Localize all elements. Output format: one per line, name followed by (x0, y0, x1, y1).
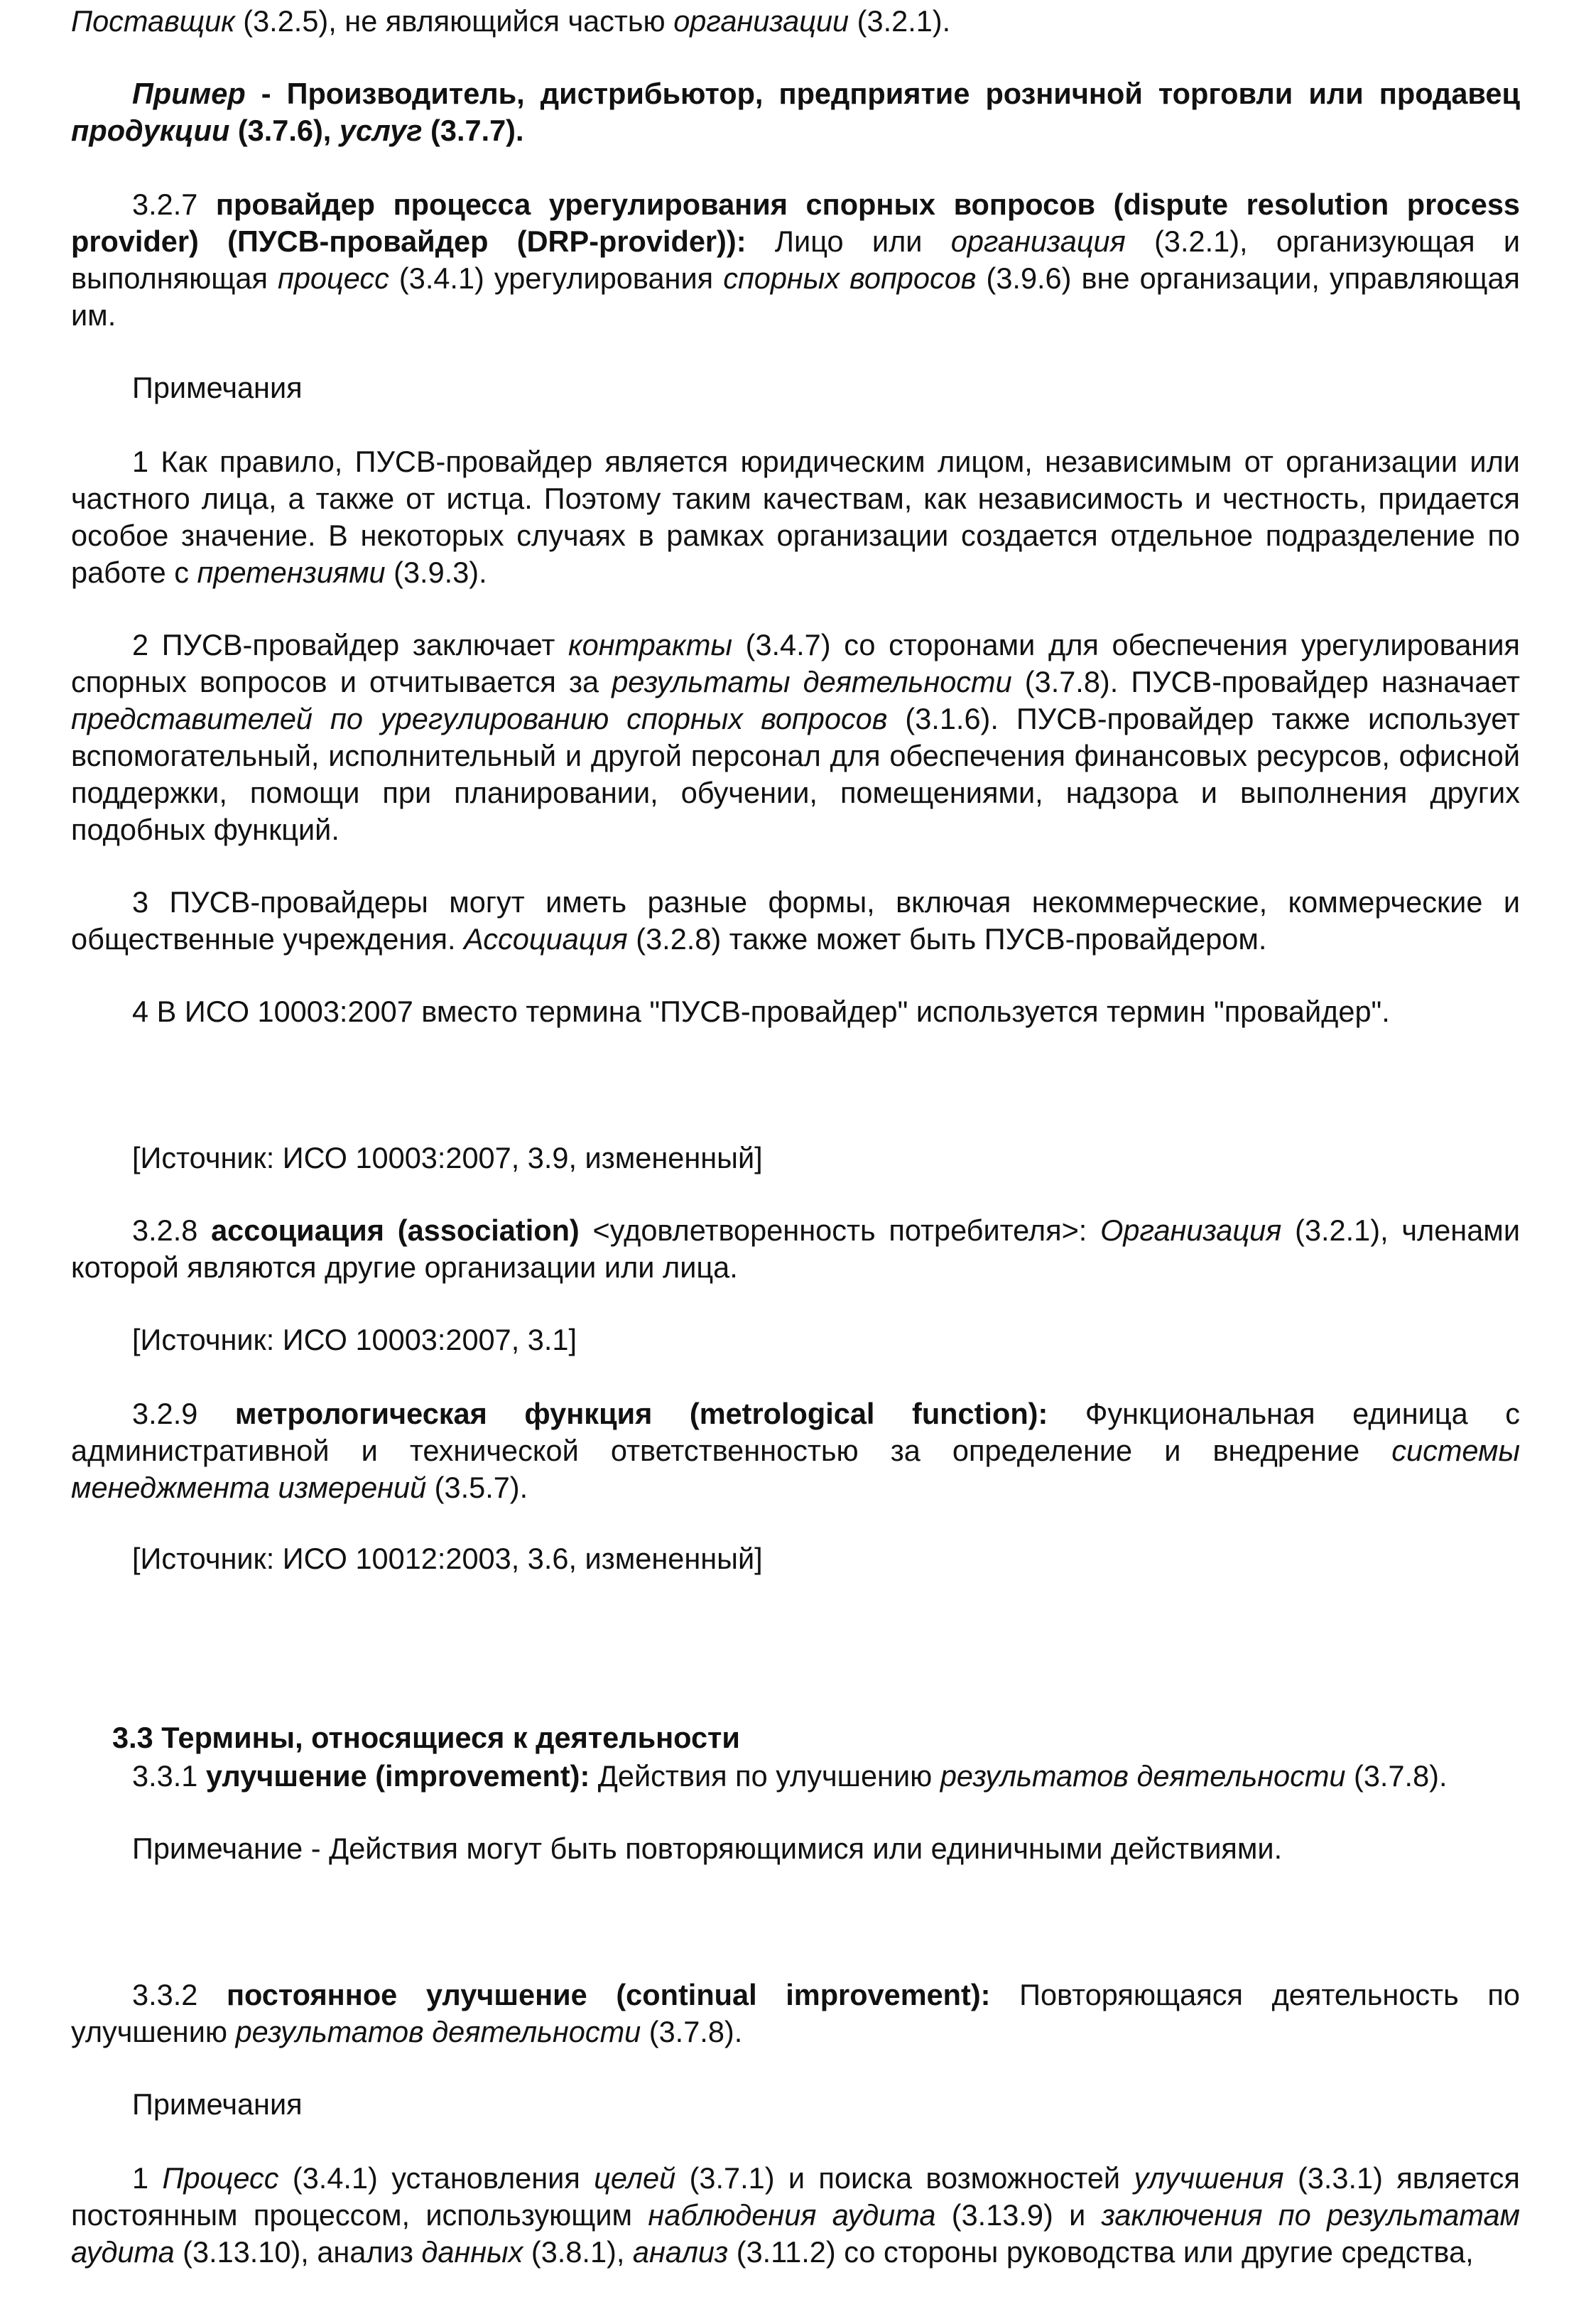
source-3-2-9: [Источник: ИСО 10012:2003, 3.6, измененный] (132, 1542, 763, 1575)
note-3-3-1: Примечание - Действия могут быть повторяющимися или единичными действиями. (132, 1832, 1283, 1865)
term-3-2-9: 3.2.9 метрологическая функция (metrological function): Функциональная единица с административной и технической ответственностью за определение и внедрение системы менеджмента измерений (3.5.7). (71, 1397, 1520, 1504)
note-3: 3 ПУСВ-провайдеры могут иметь разные формы, включая некоммерческие, коммерческие и общественные учреждения. Ассоциация (3.2.8) также может быть ПУСВ-провайдером. (71, 885, 1520, 956)
note-2: 2 ПУСВ-провайдер заключает контракты (3.4.7) со сторонами для обеспечения урегулирования спорных вопросов и отчитывается за результаты деятельности (3.7.8). ПУСВ-провайдер назначает представителей по урегулированию спорных вопросов (3.1.6). ПУСВ-провайдер также использует вспомогательный, исполнительный и другой персонал для обеспечения финансовых ресурсов, офисной поддержки, помощи при планировании, обучении, помещениями, надзора и выполнения других подобных функций. (71, 628, 1521, 846)
term-3-2-7: 3.2.7 провайдер процесса урегулирования спорных вопросов (dispute resolution process provider) (ПУСВ-провайдер (DRP-provider)): Лицо или организация (3.2.1), организующая и выполняющая процесс (3.4.1) урегулирования спорных вопросов (3.9.6) вне организации, управляющая им. (71, 188, 1521, 332)
source-3-2-8: [Источник: ИСО 10003:2007, 3.1] (132, 1323, 577, 1356)
paragraph-supplier-continuation: Поставщик (3.2.5), не являющийся частью организации (3.2.1). (71, 4, 951, 38)
section-heading-3-3: 3.3 Термины, относящиеся к деятельности (112, 1721, 740, 1754)
term-3-2-8: 3.2.8 ассоциация (association) <удовлетворенность потребителя>: Организация (3.2.1), членами которой являются другие организации или лица. (71, 1214, 1520, 1284)
notes-heading: Примечания (132, 371, 303, 404)
source-3-2-7: [Источник: ИСО 10003:2007, 3.9, измененный] (132, 1141, 763, 1174)
notes-heading-3-3-2: Примечания (132, 2087, 303, 2121)
note-1-3-3-2: 1 Процесс (3.4.1) установления целей (3.7.1) и поиска возможностей улучшения (3.3.1) является постоянным процессом, использующим наблюдения аудита (3.13.9) и заключения по результатам аудита (3.13.10), анализ данных (3.8.1), анализ (3.11.2) со стороны руководства или другие средства, (71, 2161, 1521, 2269)
example-paragraph: Пример - Производитель, дистрибьютор, предприятие розничной торговли или продавец продукции (3.7.6), услуг (3.7.7). (71, 77, 1520, 147)
term-3-3-2: 3.3.2 постоянное улучшение (continual improvement): Повторяющаяся деятельность по улучшению результатов деятельности (3.7.8). (71, 1978, 1520, 2048)
note-4: 4 В ИСО 10003:2007 вместо термина "ПУСВ-провайдер" используется термин "провайдер". (132, 995, 1390, 1028)
term-3-3-1: 3.3.1 улучшение (improvement): Действия по улучшению результатов деятельности (3.7.8). (132, 1759, 1448, 1793)
note-1: 1 Как правило, ПУСВ-провайдер является юридическим лицом, независимым от организации или частного лица, а также от истца. Поэтому таким качествам, как независимость и честность, придается особое значение. В некоторых случаях в рамках организации создается отдельное подразделение по работе с претензиями (3.9.3). (71, 445, 1520, 589)
